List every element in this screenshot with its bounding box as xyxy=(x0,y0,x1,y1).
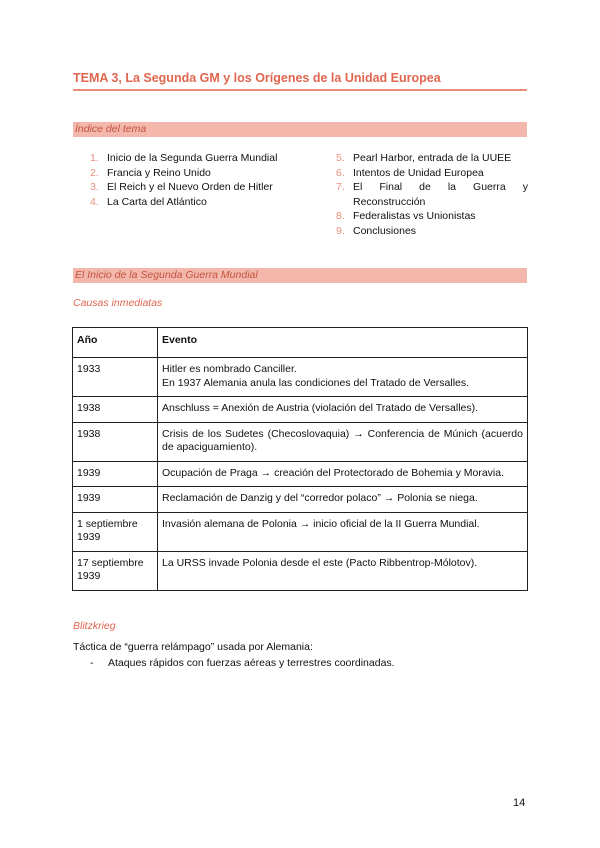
event-cell xyxy=(158,551,528,590)
toc-item-number: 2. xyxy=(90,166,99,179)
toc-item-number: 5. xyxy=(336,152,345,164)
toc-item xyxy=(90,180,280,195)
year-column-header: Año xyxy=(73,328,158,358)
event-column-header: Evento xyxy=(158,328,528,358)
year-cell: 1938 xyxy=(73,422,158,461)
event-cell xyxy=(158,358,528,397)
table-row xyxy=(73,551,528,590)
table-row xyxy=(73,397,528,423)
toc-item xyxy=(336,180,528,209)
table-row xyxy=(73,358,528,397)
event-line: Ocupación de Praga → creación del Protectorado de Bohemia y Moravia. xyxy=(162,466,505,479)
causes-heading: Causas inmediatas xyxy=(73,297,163,309)
year-cell: 1938 xyxy=(73,397,158,423)
event-cell xyxy=(158,512,528,551)
toc-item-number: 8. xyxy=(336,210,345,222)
section-heading: El Inicio de la Segunda Guerra Mundial xyxy=(73,268,527,283)
year-cell: 17 septiembre 1939 xyxy=(73,551,158,590)
event-line: En 1937 Alemania anula las condiciones del Tratado de Versalles. xyxy=(162,376,470,389)
event-line: Crisis de los Sudetes (Checoslovaquia) → Conferencia de Múnich (acuerdo de apaciguamiento). xyxy=(162,427,523,453)
toc-item-number: 4. xyxy=(90,195,99,208)
toc-item-label: Inicio de la Segunda Guerra Mundial xyxy=(107,152,278,164)
toc-item-label: El Reich y el Nuevo Orden de Hitler xyxy=(107,181,273,193)
toc-item-label: Pearl Harbor, entrada de la UUEE xyxy=(353,152,512,164)
table-header-row xyxy=(73,328,528,358)
page-number: 14 xyxy=(513,797,526,809)
toc-item xyxy=(90,166,280,181)
blitzkrieg-bullet xyxy=(90,657,395,669)
event-cell xyxy=(158,461,528,487)
toc-item-label: El Final de la Guerra y Reconstrucción xyxy=(353,181,528,208)
table-row xyxy=(73,422,528,461)
table-row xyxy=(73,512,528,551)
event-line: La URSS invade Polonia desde el este (Pacto Ribbentrop-Mólotov). xyxy=(162,556,478,569)
year-cell: 1933 xyxy=(73,358,158,397)
year-cell: 1939 xyxy=(73,487,158,513)
table-row xyxy=(73,461,528,487)
event-line: Invasión alemana de Polonia → inicio oficial de la II Guerra Mundial. xyxy=(162,517,480,530)
toc-item-label: Conclusiones xyxy=(353,224,417,237)
page-title: TEMA 3, La Segunda GM y los Orígenes de la Unidad Europea xyxy=(73,71,527,91)
toc-item xyxy=(90,151,280,166)
toc-item xyxy=(336,166,528,181)
toc-item-label: La Carta del Atlántico xyxy=(107,195,207,208)
year-cell: 1 septiembre 1939 xyxy=(73,512,158,551)
event-line: Reclamación de Danzig y del “corredor polaco” → Polonia se niega. xyxy=(162,492,478,504)
event-cell xyxy=(158,397,528,423)
toc-item-label: Intentos de Unidad Europea xyxy=(353,166,484,179)
toc-item-number: 6. xyxy=(336,166,345,179)
toc-item xyxy=(90,195,280,210)
year-cell: 1939 xyxy=(73,461,158,487)
toc-item-label: Federalistas vs Unionistas xyxy=(353,210,476,222)
event-line: Hitler es nombrado Canciller. xyxy=(162,363,297,375)
table-row xyxy=(73,487,528,513)
toc-item-number: 1. xyxy=(90,152,99,164)
blitzkrieg-heading: Blitzkrieg xyxy=(73,620,116,632)
event-cell xyxy=(158,487,528,513)
toc-right-column xyxy=(336,151,528,238)
bullet-text: Ataques rápidos con fuerzas aéreas y terrestres coordinadas. xyxy=(108,657,395,669)
blitzkrieg-text: Táctica de “guerra relámpago” usada por Alemania: xyxy=(73,641,313,653)
toc-item-number: 7. xyxy=(336,181,345,193)
event-cell xyxy=(158,422,528,461)
bullet-marker: - xyxy=(90,657,94,669)
toc-item xyxy=(336,209,528,224)
toc-item xyxy=(336,224,528,239)
events-table xyxy=(72,327,528,591)
toc-item-label: Francia y Reino Unido xyxy=(107,166,211,179)
toc-item xyxy=(336,151,528,166)
index-heading: Índice del tema xyxy=(73,122,527,137)
event-line: Anschluss = Anexión de Austria (violación del Tratado de Versalles). xyxy=(162,402,479,414)
toc-left-column xyxy=(90,151,280,209)
toc-item-number: 3. xyxy=(90,181,99,193)
toc-item-number: 9. xyxy=(336,224,345,237)
